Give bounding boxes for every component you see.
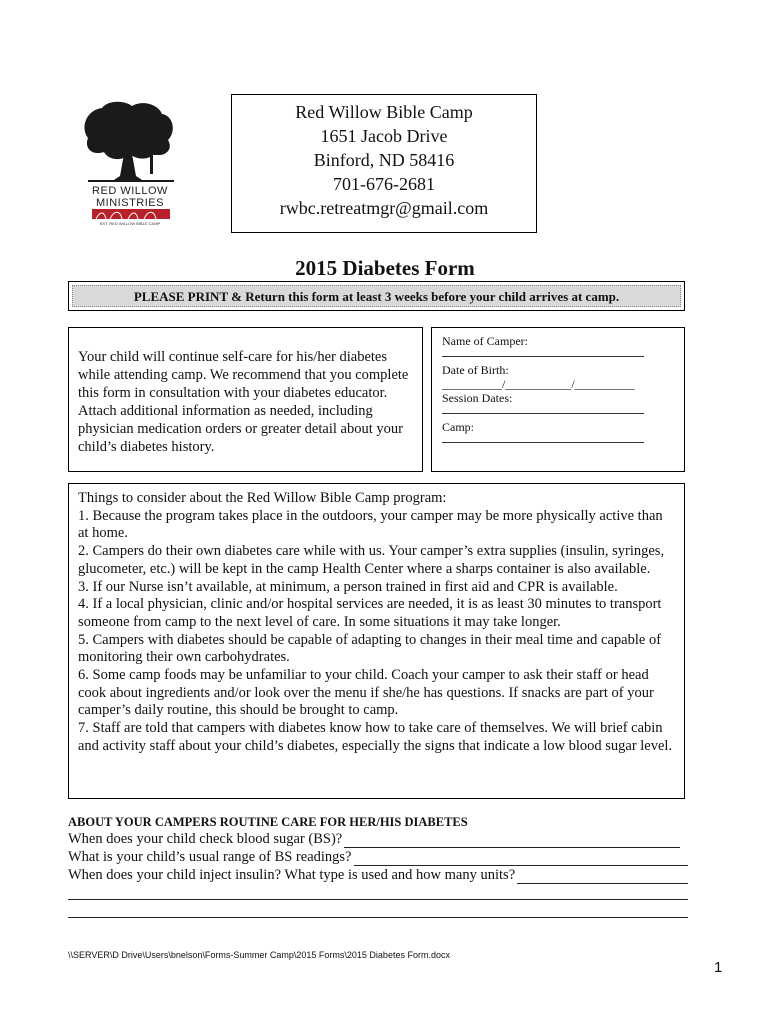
check-blood-sugar-answer-field[interactable] [344, 834, 680, 848]
page-number: 1 [714, 959, 723, 976]
logo-tagline: EST. RED WILLOW BIBLE CAMP [99, 221, 161, 226]
logo-line-1: RED WILLOW [92, 185, 168, 197]
document-file-path: \\SERVER\D Drive\Users\bnelson\Forms-Summer Camp\2015 Forms\2015 Diabetes Form.docx [68, 950, 450, 960]
things-to-consider-box [68, 483, 685, 799]
camp-name: Red Willow Bible Camp [295, 102, 473, 122]
question-inject-insulin-text: When does your child inject insulin? What type is used and how many units? [68, 867, 516, 883]
camp-street: 1651 Jacob Drive [320, 126, 448, 146]
camper-details-box [431, 327, 685, 472]
list-item: 6. Some camp foods may be unfamiliar to your child. Coach your camper to ask their staff or head cook about ingredients and/or look over the menu if she/he has questions. If snacks are part of your camper’s daily routine, this should be brought to camp. [78, 667, 654, 719]
logo-line-2: MINISTRIES [96, 197, 164, 209]
routine-care-heading: ABOUT YOUR CAMPERS ROUTINE CARE FOR HER/HIS DIABETES [68, 815, 468, 829]
red-willow-ministries-logo [80, 98, 180, 226]
question-check-blood-sugar [68, 831, 688, 848]
session-dates-label: Session Dates: [442, 391, 513, 405]
date-of-birth-field[interactable]: __________/___________/__________ [442, 377, 635, 391]
form-title: 2015 Diabetes Form [295, 256, 475, 280]
camp-city: Binford, ND 58416 [313, 150, 455, 170]
question-check-blood-sugar-text: When does your child check blood sugar (BS)? [68, 831, 343, 847]
camper-name-label: Name of Camper: [442, 334, 528, 348]
session-dates-field[interactable] [442, 405, 644, 414]
camp-email: rwbc.retreatmgr@gmail.com [279, 198, 489, 218]
bs-range-answer-field[interactable] [354, 852, 689, 866]
camp-address-box [231, 94, 537, 233]
intro-box [68, 327, 423, 472]
print-notice: PLEASE PRINT & Return this form at least 3 weeks before your child arrives at camp. [72, 285, 681, 307]
list-item: 4. If a local physician, clinic and/or hospital services are needed, it is as least 30 minutes to transport someone from camp to the next level of care. In some situations it may take longer. [78, 596, 662, 630]
question-bs-range-text: What is your child’s usual range of BS readings? [68, 849, 352, 865]
camp-label: Camp: [442, 420, 474, 434]
camper-name-field[interactable] [442, 348, 644, 357]
list-item: 5. Campers with diabetes should be capable of adapting to changes in their meal time and capable of monitoring their own carbohydrates. [78, 631, 662, 666]
list-item: 1. Because the program takes place in the outdoors, your camper may be more physically active than at home. [78, 507, 663, 542]
answer-blank-line[interactable] [68, 898, 688, 900]
question-inject-insulin [68, 867, 688, 884]
list-item: 2. Campers do their own diabetes care while with us. Your camper’s extra supplies (insulin, syringes, glucometer, etc.) will be kept in the camp Health Center where a sharps container is also available. [78, 543, 665, 577]
camp-phone: 701-676-2681 [333, 174, 435, 194]
list-item: 3. If our Nurse isn’t available, at minimum, a person trained in first aid and CPR is available. [78, 578, 618, 595]
print-notice-box [68, 281, 685, 311]
intro-text: Your child will continue self-care for his/her diabetes while attending camp. We recommend that you complete this form in consultation with your diabetes educator. Attach additional information as needed, including physician medication orders or greater detail about your child’s diabetes history. [78, 349, 409, 455]
camp-field[interactable] [442, 434, 644, 443]
answer-blank-line[interactable] [68, 916, 688, 918]
date-of-birth-label: Date of Birth: [442, 363, 509, 377]
things-heading: Things to consider about the Red Willow Bible Camp program: [78, 490, 447, 506]
inject-insulin-answer-field[interactable] [517, 870, 688, 884]
question-bs-range [68, 849, 688, 866]
list-item: 7. Staff are told that campers with diabetes know how to take care of themselves. We will brief cabin and activity staff about your child’s diabetes, especially the signs that indicate a low blood sugar level. [78, 720, 673, 754]
